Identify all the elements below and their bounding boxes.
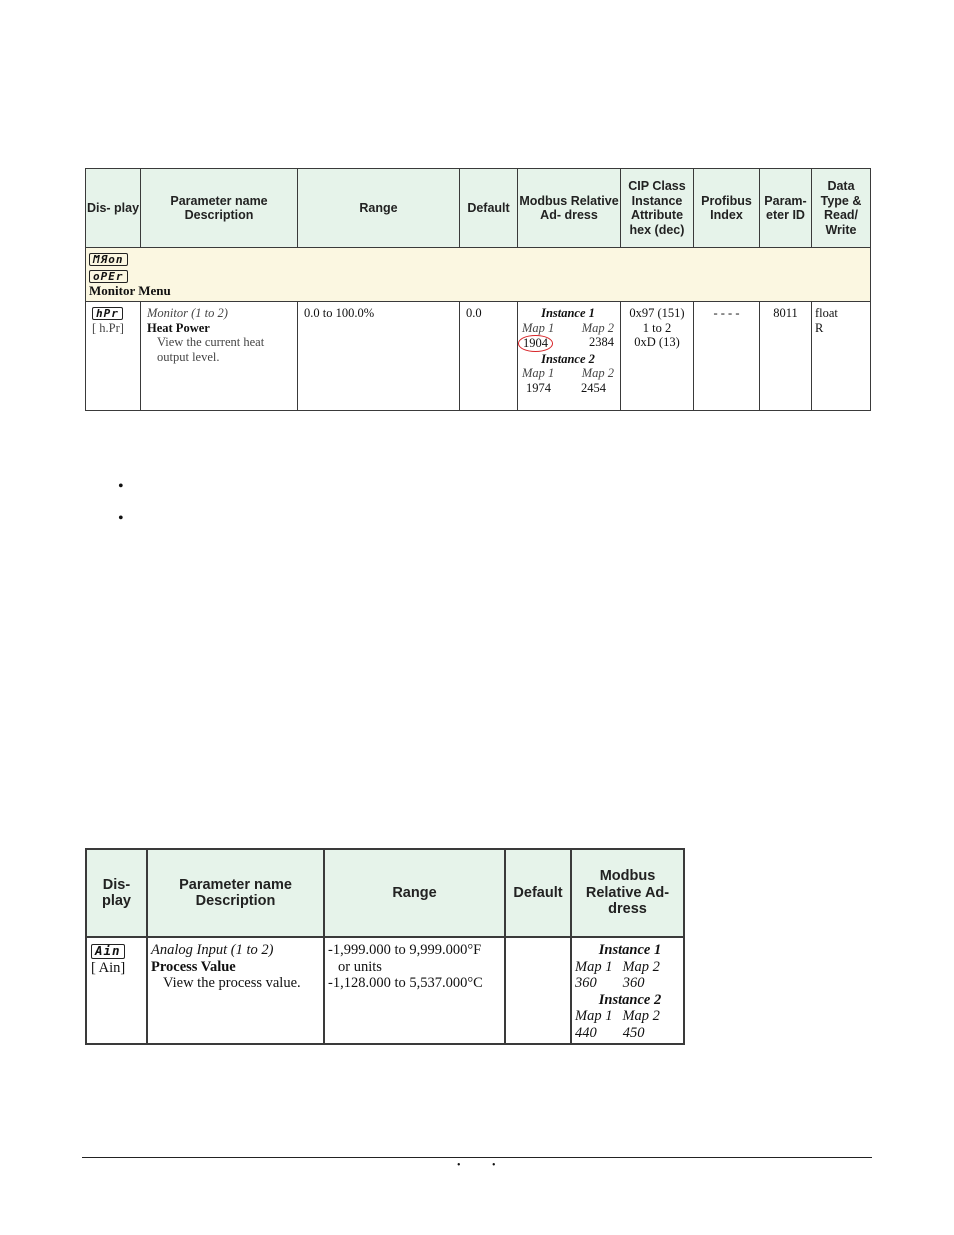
instance-1-label: Instance 1 xyxy=(598,942,662,958)
map-1-label: Map 1 xyxy=(522,320,555,335)
menu-row xyxy=(86,248,871,302)
instance-2-label: Instance 2 xyxy=(541,351,595,366)
modbus-value-circled: 1904 xyxy=(518,335,553,352)
map-2-label: Map 2 xyxy=(622,958,660,975)
map-2-label: Map 2 xyxy=(581,320,614,335)
header-modbus: Modbus Relative Ad- dress xyxy=(518,169,621,248)
display-code-hpr: hPr xyxy=(92,307,123,320)
map-1-label: Map 1 xyxy=(575,958,613,975)
header-default: Default xyxy=(460,169,518,248)
modbus-value: 440 xyxy=(575,1024,597,1041)
default-cell xyxy=(505,937,571,1044)
menu-display-code-1: ϺЯon xyxy=(89,253,128,266)
map-1-label: Map 1 xyxy=(575,1008,613,1024)
modbus-value: 360 xyxy=(622,975,645,991)
menu-display-code-2: oPEr xyxy=(89,270,128,283)
header-profibus: Profibus Index xyxy=(694,169,760,248)
data-type: float xyxy=(815,306,838,320)
header-parameter: Parameter name Description xyxy=(147,849,324,937)
header-display: Dis- play xyxy=(86,849,147,937)
display-label: [ h.Pr] xyxy=(92,320,124,335)
display-label: [ Ain] xyxy=(91,959,126,976)
cip-attribute: 0xD (13) xyxy=(634,335,680,349)
read-write: R xyxy=(815,320,824,335)
header-range: Range xyxy=(324,849,505,937)
display-code-ain: Ain xyxy=(91,944,125,959)
range-cell: 0.0 to 100.0% xyxy=(298,302,460,411)
param-name: Heat Power xyxy=(147,320,210,335)
parameter-table-monitor xyxy=(85,168,871,411)
header-cip: CIP Class Instance Attribute hex (dec) xyxy=(621,169,694,248)
table-row xyxy=(86,937,684,1044)
param-group: Analog Input (1 to 2) xyxy=(151,942,274,958)
param-desc: View the current heat output level. xyxy=(157,335,265,364)
header-parameter: Parameter name Description xyxy=(141,169,298,248)
header-range: Range xyxy=(298,169,460,248)
param-desc: View the process value. xyxy=(163,975,301,991)
instance-1-label: Instance 1 xyxy=(541,306,595,320)
modbus-value: 450 xyxy=(622,1024,645,1041)
parameter-table-analog-input xyxy=(85,848,685,1045)
param-id-cell: 8011 xyxy=(760,302,812,411)
header-param-id: Param- eter ID xyxy=(760,169,812,248)
range-units: or units xyxy=(338,958,382,975)
cip-class: 0x97 (151) xyxy=(629,306,685,320)
header-display: Dis- play xyxy=(86,169,141,248)
map-1-label: Map 1 xyxy=(522,366,555,380)
header-data-type: Data Type & Read/ Write xyxy=(812,169,871,248)
header-default: Default xyxy=(505,849,571,937)
map-2-label: Map 2 xyxy=(622,1008,660,1024)
modbus-value: 2384 xyxy=(589,335,614,349)
table-row xyxy=(86,302,871,411)
header-modbus: Modbus Relative Ad- dress xyxy=(571,849,684,937)
modbus-value: 360 xyxy=(575,975,597,991)
map-2-label: Map 2 xyxy=(581,366,614,380)
footer-rule xyxy=(82,1157,872,1158)
range-celsius: -1,128.000 to 5,537.000°C xyxy=(328,975,483,991)
param-group: Monitor (1 to 2) xyxy=(147,306,228,320)
cip-instance: 1 to 2 xyxy=(642,320,672,335)
footer-dot: • xyxy=(492,1160,496,1171)
instance-2-label: Instance 2 xyxy=(598,991,662,1008)
param-name: Process Value xyxy=(151,958,236,975)
default-cell: 0.0 xyxy=(460,302,518,411)
modbus-value: 2454 xyxy=(581,380,606,395)
menu-label: Monitor Menu xyxy=(89,283,171,298)
range-fahrenheit: -1,999.000 to 9,999.000°F xyxy=(328,942,482,958)
modbus-value: 1974 xyxy=(526,380,551,395)
footer-dot: • xyxy=(457,1160,461,1171)
profibus-cell: - - - - xyxy=(694,302,760,411)
